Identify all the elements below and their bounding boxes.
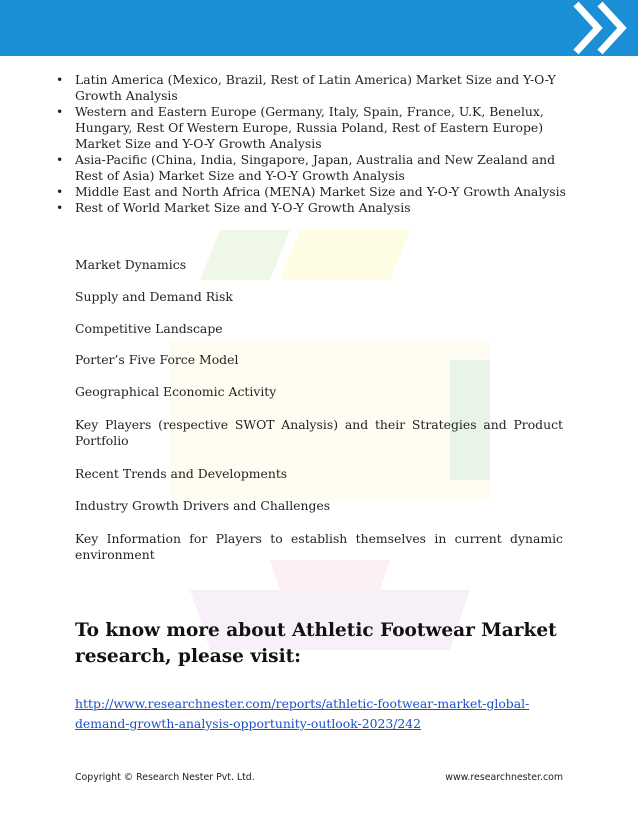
bullet-latin-america: • Latin America (Mexico, Brazil, Rest of Latin America) Market Size and Y-O-Y Growth Analysis [54, 72, 570, 104]
item-key-information: Key Information for Players to establish themselves in current dynamic environment [75, 531, 563, 562]
item-market-dynamics: Market Dynamics [75, 257, 187, 272]
header-band [0, 0, 638, 56]
bullet-mena: • Middle East and North Africa (MENA) Market Size and Y-O-Y Growth Analysis [54, 184, 570, 200]
region-bullet-list [54, 72, 570, 216]
item-supply-demand-risk: Supply and Demand Risk [75, 289, 233, 304]
page-footer [75, 772, 563, 788]
bullet-asia-pacific: • Asia-Pacific (China, India, Singapore, Japan, Australia and New Zealand and Rest of Asia) Market Size and Y-O-Y Growth Analysis [54, 152, 570, 184]
item-geographical-activity: Geographical Economic Activity [75, 384, 277, 399]
item-porters-five-force: Porter’s Five Force Model [75, 352, 239, 367]
double-chevron-right-icon [548, 0, 638, 56]
bullet-rest-of-world: • Rest of World Market Size and Y-O-Y Growth Analysis [54, 200, 570, 216]
item-growth-drivers: Industry Growth Drivers and Challenges [75, 498, 331, 513]
footer-copyright: Copyright © Research Nester Pvt. Ltd. [75, 772, 255, 783]
footer-website: www.researchnester.com [445, 772, 563, 783]
item-key-players: Key Players (respective SWOT Analysis) and their Strategies and Product Portfolio [75, 417, 563, 448]
bullet-europe: • Western and Eastern Europe (Germany, Italy, Spain, France, U.K, Benelux, Hungary, Rest Of Western Europe, Russia Poland, Rest of Eastern Europe) Market Size and Y-O-Y Growth Analysis [54, 104, 570, 152]
cta-heading: To know more about Athletic Footwear Market research, please visit: [75, 620, 557, 667]
item-competitive-landscape: Competitive Landscape [75, 321, 223, 336]
report-link[interactable]: http://www.researchnester.com/reports/athletic-footwear-market-global-demand-growth-analysis-opportunity-outlook-2023/242 [75, 696, 530, 731]
item-recent-trends: Recent Trends and Developments [75, 466, 288, 481]
